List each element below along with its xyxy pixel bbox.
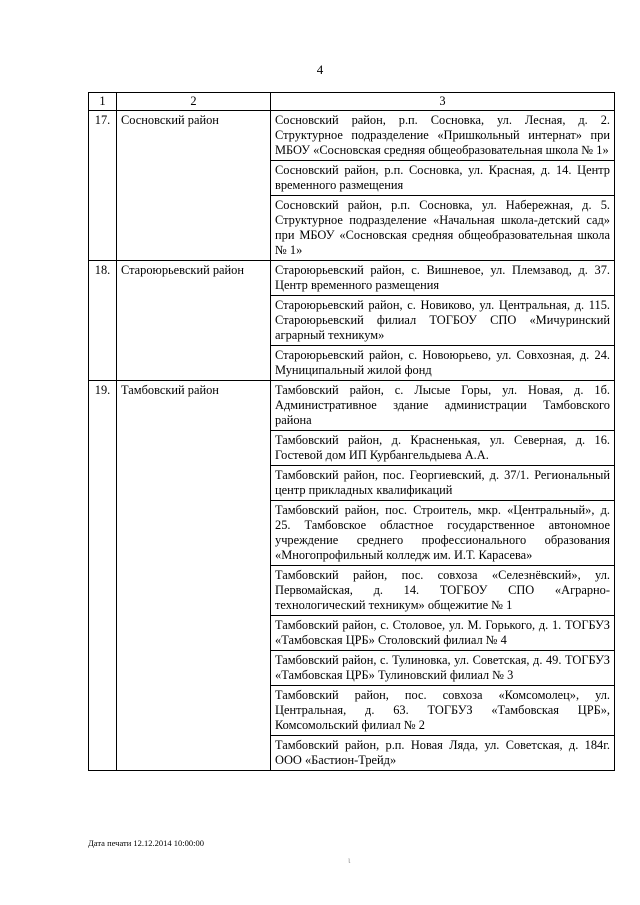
location-entry: Староюрьевский район, с. Новоюрьево, ул. Совхозная, д. 24. Муниципальный жилой фонд [271, 346, 615, 381]
print-date: Дата печати 12.12.2014 10:00:00 [88, 838, 204, 848]
header-cell-3: 3 [271, 93, 615, 111]
location-entry: Сосновский район, р.п. Сосновка, ул. Красная, д. 14. Центр временного размещения [271, 161, 615, 196]
location-entry: Сосновский район, р.п. Сосновка, ул. Набережная, д. 5. Структурное подразделение «Начальная школа-детский сад» при МБОУ «Сосновская средняя общеобразовательная школа № 1» [271, 196, 615, 261]
location-entry: Тамбовский район, с. Столовое, ул. М. Горького, д. 1. ТОГБУЗ «Тамбовская ЦРБ» Столовский филиал № 4 [271, 616, 615, 651]
table-header-row [89, 93, 615, 111]
header-cell-2: 2 [117, 93, 271, 111]
location-entry: Тамбовский район, д. Красненькая, ул. Северная, д. 16. Гостевой дом ИП Курбангельдыева А.А. [271, 431, 615, 466]
location-entry: Тамбовский район, с. Тулиновка, ул. Советская, д. 49. ТОГБУЗ «Тамбовская ЦРБ» Тулиновский филиал № 3 [271, 651, 615, 686]
shelters-table [88, 92, 615, 771]
location-entry: Тамбовский район, пос. Георгиевский, д. 37/1. Региональный центр прикладных квалификаций [271, 466, 615, 501]
district-name: Тамбовский район [117, 381, 271, 771]
location-entry: Сосновский район, р.п. Сосновка, ул. Лесная, д. 2. Структурное подразделение «Пришкольный интернат» при МБОУ «Сосновская средняя общеобразовательная школа № 1» [271, 111, 615, 161]
district-name: Сосновский район [117, 111, 271, 261]
table-row [89, 261, 615, 296]
location-entry: Староюрьевский район, с. Новиково, ул. Центральная, д. 115. Староюрьевский филиал ТОГБОУ СПО «Мичуринский аграрный техникум» [271, 296, 615, 346]
table-row [89, 111, 615, 161]
location-entry: Тамбовский район, пос. совхоза «Комсомолец», ул. Центральная, д. 63. ТОГБУЗ «Тамбовская ЦРБ», Комсомольский филиал № 2 [271, 686, 615, 736]
location-entry: Тамбовский район, с. Лысые Горы, ул. Новая, д. 1б. Административное здание администрации Тамбовского района [271, 381, 615, 431]
scan-mark: ι [348, 855, 351, 865]
row-number: 19. [89, 381, 117, 771]
table-row [89, 381, 615, 431]
location-entry: Тамбовский район, пос. Строитель, мкр. «Центральный», д. 25. Тамбовское областное государственное автономное учреждение среднего профессионального образования «Многопрофильный колледж им. И.Т. Карасева» [271, 501, 615, 566]
header-cell-1: 1 [89, 93, 117, 111]
location-entry: Тамбовский район, пос. совхоза «Селезнёвский», ул. Первомайская, д. 14. ТОГБОУ СПО «Аграрно-технологический техникум» общежитие № 1 [271, 566, 615, 616]
page-number: 4 [316, 62, 324, 77]
row-number: 18. [89, 261, 117, 381]
row-number: 17. [89, 111, 117, 261]
location-entry: Староюрьевский район, с. Вишневое, ул. Племзавод, д. 37. Центр временного размещения [271, 261, 615, 296]
location-entry: Тамбовский район, р.п. Новая Ляда, ул. Советская, д. 184г. ООО «Бастион-Трейд» [271, 736, 615, 771]
district-name: Староюрьевский район [117, 261, 271, 381]
